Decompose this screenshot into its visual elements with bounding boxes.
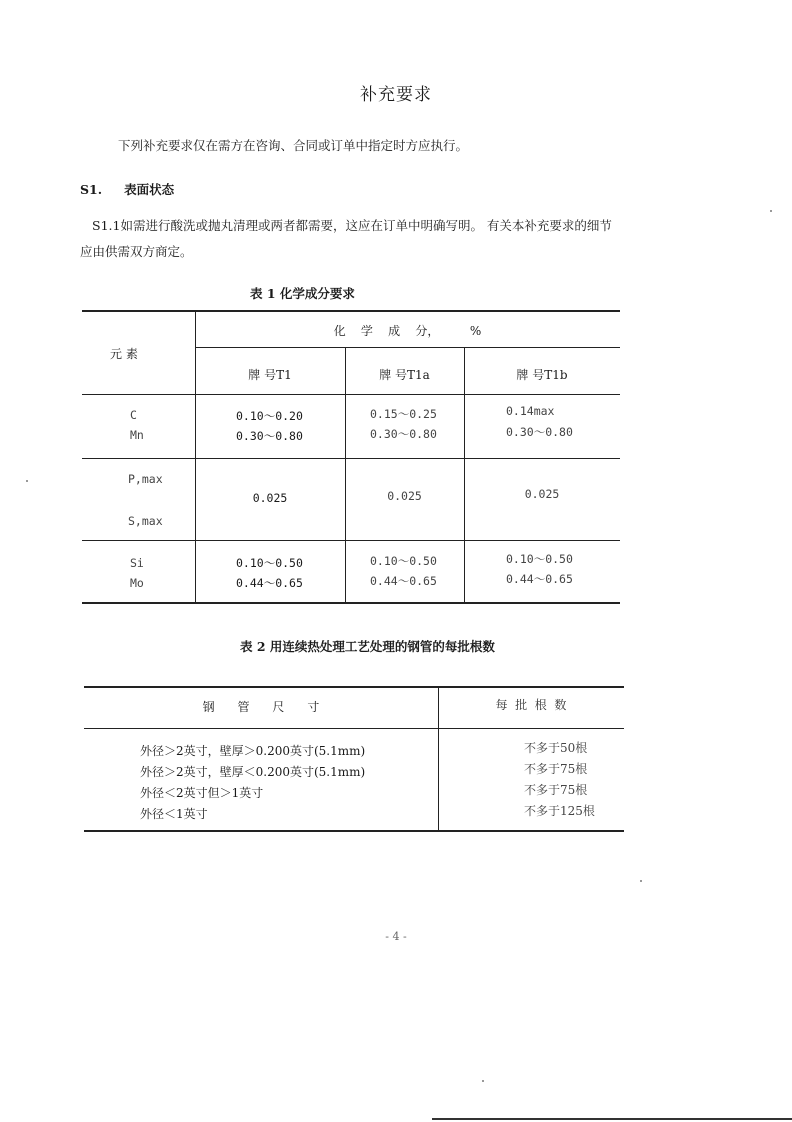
table2-count: 不多于125根 xyxy=(524,804,595,818)
table1-grade-t1a: 牌 号T1a xyxy=(379,368,430,382)
table1-col-divider-3 xyxy=(464,347,465,603)
scan-speck xyxy=(640,880,642,882)
table1-grade-t1: 牌 号T1 xyxy=(248,368,292,382)
table1-value: 0.025 xyxy=(387,489,422,503)
table1-composition-header: 化 学 成 分， % xyxy=(333,324,482,338)
table2-count: 不多于75根 xyxy=(524,762,588,776)
table1-top-rule xyxy=(82,310,620,312)
section-number: S1. xyxy=(80,182,103,197)
table1-value: 0.10～0.50 xyxy=(506,552,573,566)
table1-value: 0.15～0.25 xyxy=(370,407,437,421)
scan-speck xyxy=(482,1080,484,1082)
table2-bottom-rule xyxy=(84,830,624,832)
table2-count: 不多于50根 xyxy=(524,741,588,755)
table1-element: Mn xyxy=(130,428,144,442)
table1-value: 0.30～0.80 xyxy=(236,429,303,443)
table1-col-divider-2 xyxy=(345,347,346,603)
table1-value: 0.30～0.80 xyxy=(370,427,437,441)
section-paragraph-line1: S1.1如需进行酸洗或抛丸清理或两者都需要，这应在订单中明确写明。 有关本补充要求的细节 xyxy=(92,218,612,233)
table1-value: 0.10～0.20 xyxy=(236,409,303,423)
scan-edge-line xyxy=(432,1118,792,1120)
table1-grade-t1b: 牌 号T1b xyxy=(516,368,568,382)
table1-value: 0.14max xyxy=(506,404,555,418)
table2-size: 外径＞2英寸，壁厚＞0.200英寸(5.1mm) xyxy=(140,744,366,758)
page-number: - 4 - xyxy=(385,930,407,943)
table1-col-divider-1 xyxy=(195,310,196,603)
table1-value: 0.10～0.50 xyxy=(370,554,437,568)
table2-caption: 表 2 用连续热处理工艺处理的钢管的每批根数 xyxy=(240,639,495,654)
table2-size-header: 钢 管 尺 寸 xyxy=(202,700,320,714)
table1-bottom-rule xyxy=(82,602,620,604)
table1-value: 0.44～0.65 xyxy=(236,576,303,590)
table1-row-rule-2 xyxy=(82,540,620,541)
table2-top-rule xyxy=(84,686,624,688)
intro-text: 下列补充要求仅在需方在咨询、合同或订单中指定时方应执行。 xyxy=(118,138,469,153)
scan-speck xyxy=(26,480,28,482)
section-title: 表面状态 xyxy=(124,182,175,197)
table1-value: 0.025 xyxy=(524,487,560,501)
table1-header-divider xyxy=(195,347,620,348)
section-paragraph-line2: 应由供需双方商定。 xyxy=(80,244,193,259)
table1-element-header: 元 素 xyxy=(110,347,138,361)
page-title: 补充要求 xyxy=(360,85,432,105)
table1-element: Mo xyxy=(130,576,144,590)
table1-element: C xyxy=(130,408,137,422)
table2-size: 外径＞2英寸，壁厚＜0.200英寸(5.1mm) xyxy=(140,765,366,779)
table1-value: 0.025 xyxy=(252,491,288,505)
section-heading xyxy=(80,180,174,198)
table2-header-rule xyxy=(84,728,624,729)
table1-element: P,max xyxy=(128,472,163,486)
table1-value: 0.30～0.80 xyxy=(506,425,573,439)
table1-header-bottom-rule xyxy=(82,394,620,395)
table2-count-header: 每 批 根 数 xyxy=(495,698,567,712)
scan-speck xyxy=(770,210,772,212)
table2-count: 不多于75根 xyxy=(524,783,588,797)
table1-caption: 表 1 化学成分要求 xyxy=(250,286,355,301)
table1-value: 0.44～0.65 xyxy=(506,572,573,586)
table2-size: 外径＜2英寸但＞1英寸 xyxy=(140,786,264,800)
table1-element: S,max xyxy=(128,514,163,528)
table1-value: 0.44～0.65 xyxy=(370,574,437,588)
table2-size: 外径＜1英寸 xyxy=(140,807,208,821)
table1-element: Si xyxy=(130,556,144,570)
table1-value: 0.10～0.50 xyxy=(236,556,303,570)
table1-row-rule-1 xyxy=(82,458,620,459)
